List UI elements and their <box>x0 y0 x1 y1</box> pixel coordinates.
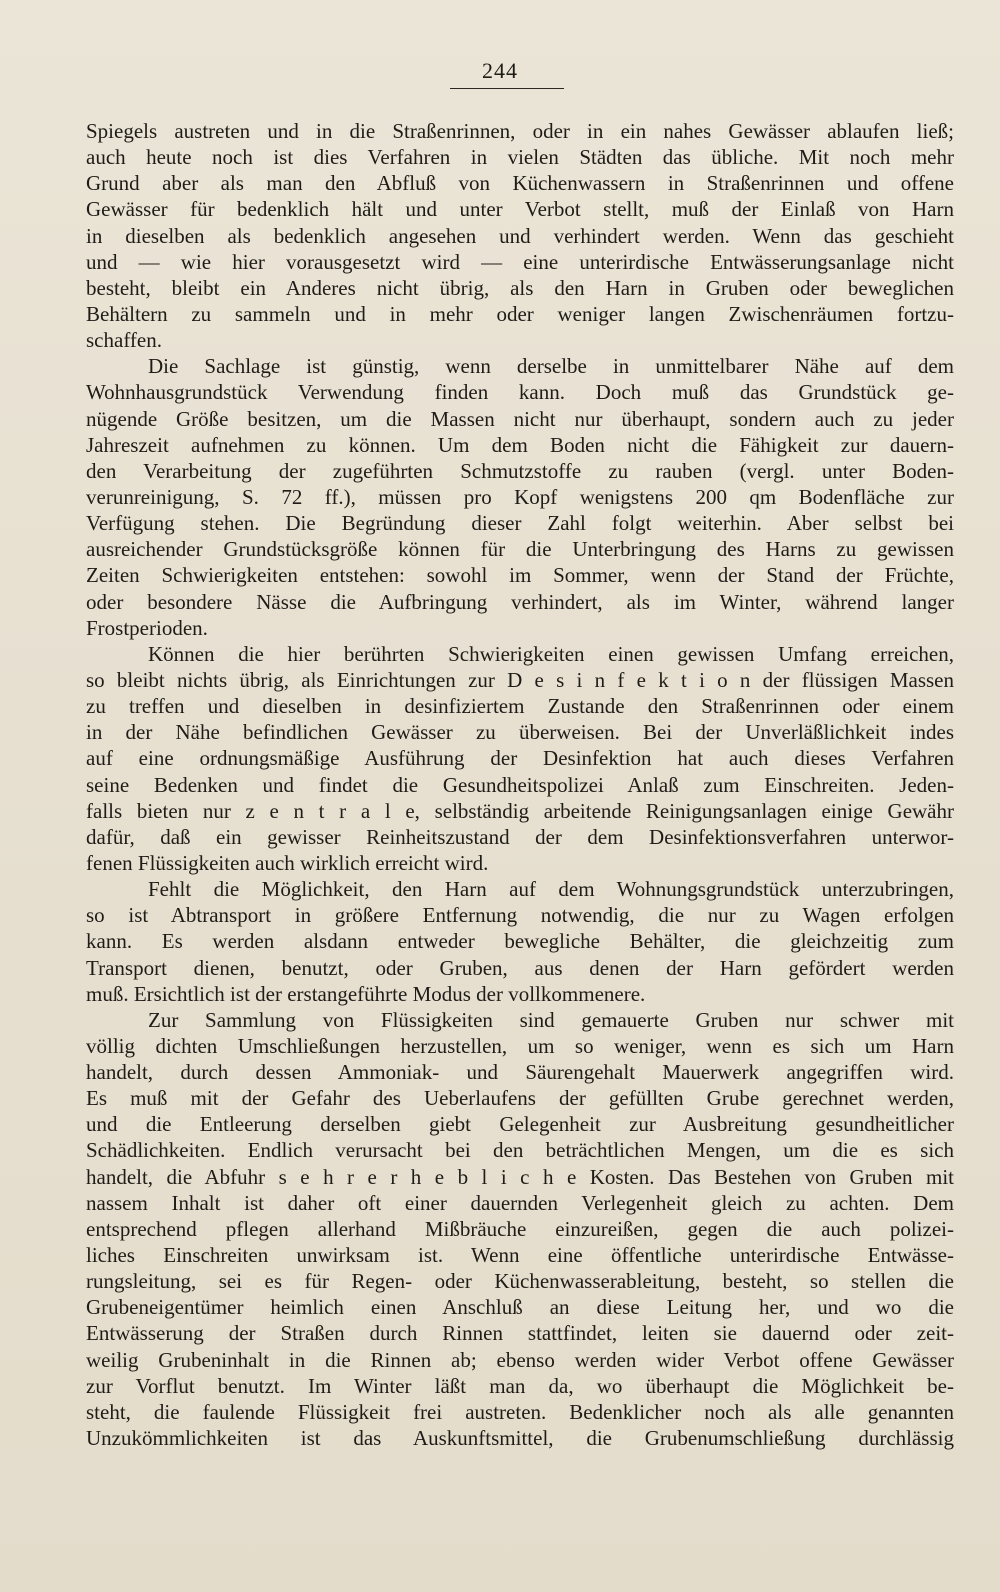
text-line: so ist Abtransport in größere Entfernung notwendig, die nur zu Wagen erfolgen <box>86 903 954 928</box>
page-number: 244 <box>482 58 518 83</box>
text-line: muß. Ersichtlich ist der erstangeführte Modus der vollkommenere. <box>86 981 646 1006</box>
text-line: zu treffen und dieselben in desinfiziertem Zustande den Straßenrinnen oder einem <box>86 694 954 719</box>
text-line: dafür, daß ein gewisser Reinheitszustand der dem Desinfektionsverfahren unterwor- <box>86 824 954 849</box>
text-line: Gewässer für bedenklich hält und unter Verbot stellt, muß der Einlaß von Harn <box>86 197 954 222</box>
text-line: Es muß mit der Gefahr des Ueberlaufens der gefüllten Grube gerechnet werden, <box>86 1086 954 1111</box>
text-line: steht, die faulende Flüssigkeit frei austreten. Bedenklicher noch als alle genannten <box>86 1399 954 1424</box>
paragraph <box>86 118 954 353</box>
text-line: seine Bedenken und findet die Gesundheitspolizei Anlaß zum Einschreiten. Jeden- <box>86 772 954 797</box>
text-line: Behältern zu sammeln und in mehr oder weniger langen Zwischenräumen fortzu- <box>86 301 954 326</box>
text-line: falls bieten nur z e n t r a l e, selbständig arbeitende Reinigungsanlagen einige Gewähr <box>86 798 954 823</box>
text-line: auch heute noch ist dies Verfahren in vielen Städten das übliche. Mit noch mehr <box>86 145 954 170</box>
text-line: verunreinigung, S. 72 ff.), müssen pro Kopf wenigstens 200 qm Bodenfläche zur <box>86 484 954 509</box>
text-line: in dieselben als bedenklich angesehen und verhindert werden. Wenn das geschieht <box>86 223 954 248</box>
text-line: Können die hier berührten Schwierigkeiten einen gewissen Umfang erreichen, <box>148 641 954 666</box>
text-line: Grubeneigentümer heimlich einen Anschluß an diese Leitung her, und wo die <box>86 1295 954 1320</box>
text-line: völlig dichten Umschließungen herzustellen, um so weniger, wenn es sich um Harn <box>86 1033 954 1058</box>
text-line: handelt, durch dessen Ammoniak- und Säurengehalt Mauerwerk angegriffen wird. <box>86 1060 954 1085</box>
body-text <box>86 118 954 1451</box>
paragraph <box>86 1007 954 1451</box>
text-line: liches Einschreiten unwirksam ist. Wenn eine öffentliche unterirdische Entwässe- <box>86 1243 954 1268</box>
text-line: Unzukömmlichkeiten ist das Auskunftsmittel, die Grubenumschließung durchlässig <box>86 1426 954 1451</box>
text-line: und — wie hier vorausgesetzt wird — eine unterirdische Entwässerungsanlage nicht <box>86 249 954 274</box>
text-line: entsprechend pflegen allerhand Mißbräuche einzureißen, gegen die auch polizei- <box>86 1216 954 1241</box>
text-line: so bleibt nichts übrig, als Einrichtungen zur D e s i n f e k t i o n der flüssigen Massen <box>86 667 954 692</box>
paragraph <box>86 876 954 1007</box>
text-line: nügende Größe besitzen, um die Massen nicht nur überhaupt, sondern auch zu jeder <box>86 406 954 431</box>
text-line: Frostperioden. <box>86 615 208 640</box>
text-line: ausreichender Grundstücksgröße können für die Unterbringung des Harns zu gewissen <box>86 537 954 562</box>
text-line: Zur Sammlung von Flüssigkeiten sind gemauerte Gruben nur schwer mit <box>148 1007 954 1032</box>
text-line: besteht, bleibt ein Anderes nicht übrig, als den Harn in Gruben oder beweglichen <box>86 275 954 300</box>
text-line: zur Vorflut benutzt. Im Winter läßt man da, wo überhaupt die Möglichkeit be- <box>86 1373 954 1398</box>
text-line: in der Nähe befindlichen Gewässer zu überweisen. Bei der Unverläßlichkeit indes <box>86 720 954 745</box>
text-line: den Verarbeitung der zugeführten Schmutzstoffe zu rauben (vergl. unter Boden- <box>86 458 954 483</box>
text-line: Spiegels austreten und in die Straßenrinnen, oder in ein nahes Gewässer ablaufen ließ; <box>86 119 954 143</box>
text-line: Zeiten Schwierigkeiten entstehen: sowohl im Sommer, wenn der Stand der Früchte, <box>86 563 954 588</box>
text-line: schaffen. <box>86 328 162 353</box>
text-line: Transport dienen, benutzt, oder Gruben, aus denen der Harn gefördert werden <box>86 955 954 980</box>
text-line: Entwässerung der Straßen durch Rinnen stattfindet, leiten sie dauernd oder zeit- <box>86 1321 954 1346</box>
text-line: nassem Inhalt ist daher oft einer dauernden Verlegenheit gleich zu achten. Dem <box>86 1190 954 1215</box>
text-line: Wohnhausgrundstück Verwendung finden kann. Doch muß das Grundstück ge- <box>86 380 954 405</box>
text-line: handelt, die Abfuhr s e h r e r h e b l i c h e Kosten. Das Bestehen von Gruben mit <box>86 1164 954 1189</box>
text-line: auf eine ordnungsmäßige Ausführung der Desinfektion hat auch dieses Verfahren <box>86 746 954 771</box>
header-rule <box>450 88 564 89</box>
text-line: rungsleitung, sei es für Regen- oder Küchenwasserableitung, besteht, so stellen die <box>86 1269 954 1294</box>
text-line: Schädlichkeiten. Endlich verursacht bei den beträchtlichen Mengen, um die es sich <box>86 1138 954 1163</box>
text-line: weilig Grubeninhalt in die Rinnen ab; ebenso werden wider Verbot offene Gewässer <box>86 1347 954 1372</box>
text-line: kann. Es werden alsdann entweder bewegliche Behälter, die gleichzeitig zum <box>86 929 954 954</box>
text-line: Verfügung stehen. Die Begründung dieser Zahl folgt weiterhin. Aber selbst bei <box>86 511 954 536</box>
text-line: und die Entleerung derselben giebt Gelegenheit zur Ausbreitung gesundheitlicher <box>86 1112 954 1137</box>
paragraph <box>86 353 954 641</box>
text-line: Fehlt die Möglichkeit, den Harn auf dem Wohnungsgrundstück unterzubringen, <box>148 877 954 902</box>
text-line: Jahreszeit aufnehmen zu können. Um dem Boden nicht die Fähigkeit zur dauern- <box>86 432 954 457</box>
text-line: Die Sachlage ist günstig, wenn derselbe in unmittelbarer Nähe auf dem <box>148 354 954 379</box>
text-line: oder besondere Nässe die Aufbringung verhindert, als im Winter, während langer <box>86 589 954 614</box>
paragraph <box>86 641 954 876</box>
text-line: Grund aber als man den Abfluß von Küchenwassern in Straßenrinnen und offene <box>86 171 954 196</box>
text-line: fenen Flüssigkeiten auch wirklich erreicht wird. <box>86 850 489 875</box>
